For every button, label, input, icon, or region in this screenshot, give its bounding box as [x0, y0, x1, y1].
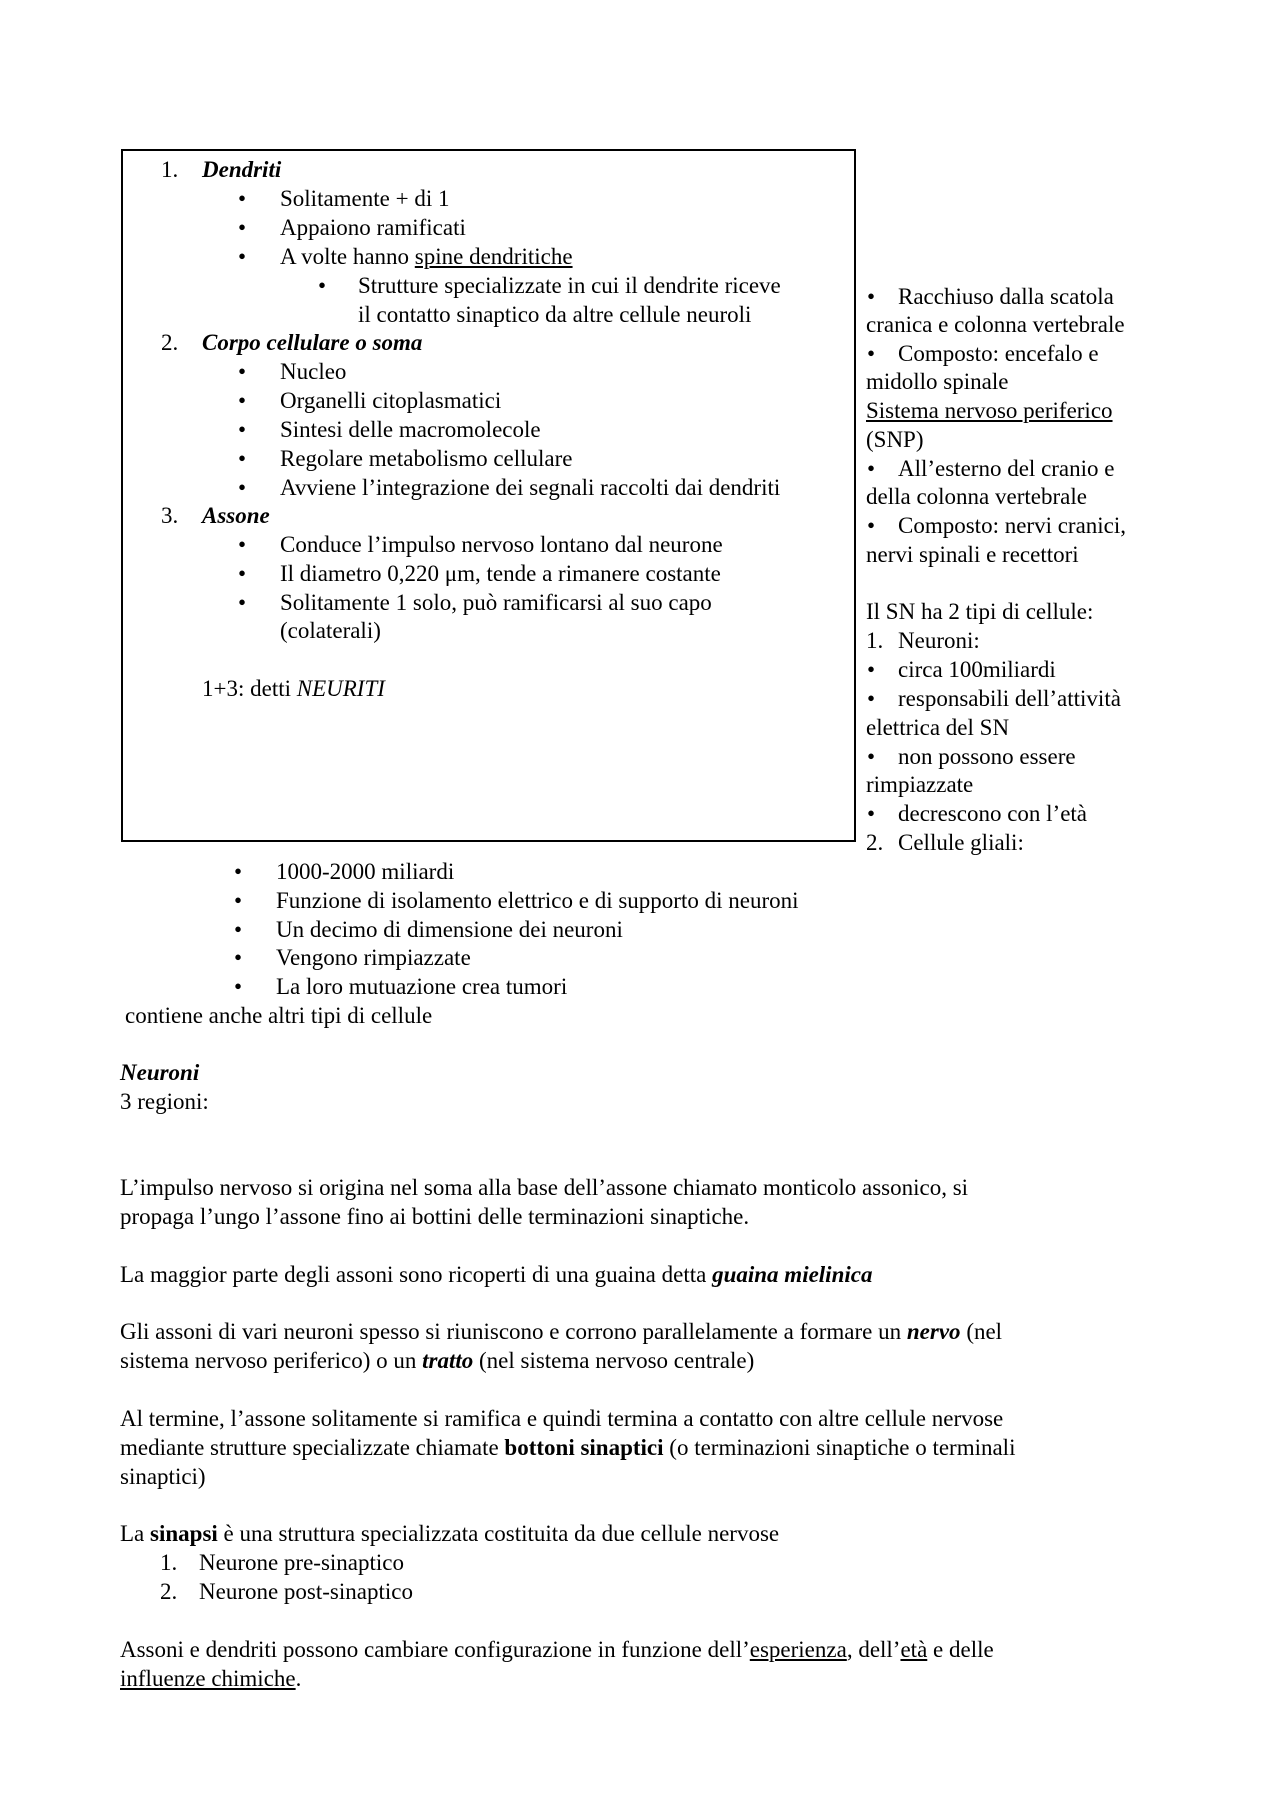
contiene-line: contiene anche altri tipi di cellule — [125, 1003, 433, 1028]
bullet: • — [867, 284, 876, 309]
paragraph-1-line-1: L’impulso nervoso si origina nel soma alla base dell’assone chiamato monticolo assonico, si — [120, 1175, 969, 1200]
side-line-9: Composto: nervi cranici, — [898, 513, 1127, 538]
side-line-3: Composto: encefalo e — [898, 341, 1099, 366]
soma-bullet-1: Nucleo — [280, 359, 347, 384]
side-num-2: 2. — [866, 830, 884, 855]
dendriti-bullet-2: Appaiono ramificati — [280, 215, 466, 240]
bullet: • — [318, 273, 327, 298]
side-line-17: rimpiazzate — [866, 772, 974, 797]
glia-bullet-4: Vengono rimpiazzate — [276, 945, 471, 970]
dendriti-bullet-3: A volte hanno spine dendritiche — [280, 244, 573, 269]
side-line-7: All’esterno del cranio e — [898, 456, 1115, 481]
regioni-line: 3 regioni: — [120, 1089, 209, 1114]
dendriti-sub-bullet-1: Strutture specializzate in cui il dendrite riceve — [358, 273, 781, 298]
paragraph-4-line-1: Al termine, l’assone solitamente si ramifica e quindi termina a contatto con altre cellule nervose — [120, 1406, 1004, 1431]
paragraph-4-line-2: mediante strutture specializzate chiamate bottoni sinaptici (o terminazioni sinaptiche o terminali — [120, 1435, 1016, 1460]
bullet: • — [238, 186, 247, 211]
glia-bullet-3: Un decimo di dimensione dei neuroni — [276, 917, 623, 942]
list-item-dendriti: 1. Dendriti — [161, 157, 282, 182]
bullet: • — [867, 341, 876, 366]
side-line-13: circa 100miliardi — [898, 657, 1056, 682]
list-item-soma: 2. Corpo cellulare o soma — [161, 330, 423, 355]
bullet: • — [234, 859, 243, 884]
paragraph-3-line-2: sistema nervoso periferico) o un tratto (nel sistema nervoso centrale) — [120, 1348, 755, 1373]
bullet: • — [867, 513, 876, 538]
snp-heading: Sistema nervoso periferico — [866, 398, 1113, 423]
neuriti-note: 1+3: detti NEURITI — [202, 676, 385, 701]
assone-bullet-2: Il diametro 0,220 μm, tende a rimanere costante — [280, 561, 721, 586]
soma-bullet-3: Sintesi delle macromolecole — [280, 417, 541, 442]
dendriti-sub-bullet-2: il contatto sinaptico da altre cellule neuroli — [358, 302, 752, 327]
side-num-1: 1. — [866, 628, 884, 653]
sinapsi-item-2: 2. Neurone post-sinaptico — [160, 1579, 413, 1604]
side-line-14: responsabili dell’attività — [898, 686, 1121, 711]
paragraph-2: La maggior parte degli assoni sono ricoperti di una guaina detta guaina mielinica — [120, 1262, 873, 1287]
assone-bullet-3-cont: (colaterali) — [280, 618, 381, 643]
paragraph-4-line-3: sinaptici) — [120, 1464, 206, 1489]
paragraph-6-line-2: influenze chimiche. — [120, 1666, 302, 1691]
side-line-8: della colonna vertebrale — [866, 484, 1087, 509]
side-line-6: (SNP) — [866, 427, 924, 452]
side-line-2: cranica e colonna vertebrale — [866, 312, 1125, 337]
bullet: • — [238, 590, 247, 615]
soma-bullet-2: Organelli citoplasmatici — [280, 388, 502, 413]
paragraph-5: La sinapsi è una struttura specializzata costituita da due cellule nervose — [120, 1521, 780, 1546]
side-line-16: non possono essere — [898, 744, 1076, 769]
soma-bullet-5: Avviene l’integrazione dei segnali raccolti dai dendriti — [280, 475, 781, 500]
bullet: • — [867, 801, 876, 826]
paragraph-3-line-1: Gli assoni di vari neuroni spesso si riuniscono e corrono parallelamente a formare un nervo (nel — [120, 1319, 1003, 1344]
bullet: • — [238, 244, 247, 269]
assone-bullet-1: Conduce l’impulso nervoso lontano dal neurone — [280, 532, 723, 557]
glia-bullet-2: Funzione di isolamento elettrico e di supporto di neuroni — [276, 888, 799, 913]
bullet: • — [234, 945, 243, 970]
side-line-11: Il SN ha 2 tipi di cellule: — [866, 599, 1094, 624]
bullet: • — [234, 888, 243, 913]
bullet: • — [867, 744, 876, 769]
glia-bullet-5: La loro mutuazione crea tumori — [276, 974, 568, 999]
spine-dendritiche-text: spine dendritiche — [414, 244, 573, 269]
side-line-15: elettrica del SN — [866, 715, 1010, 740]
sinapsi-item-1: 1. Neurone pre-sinaptico — [160, 1550, 405, 1575]
bullet: • — [867, 657, 876, 682]
bullet: • — [238, 561, 247, 586]
bullet: • — [238, 417, 247, 442]
bullet: • — [238, 532, 247, 557]
bullet: • — [867, 686, 876, 711]
bullet: • — [238, 446, 247, 471]
side-line-18: decrescono con l’età — [898, 801, 1088, 826]
list-item-assone: 3. Assone — [161, 503, 270, 528]
side-line-12: Neuroni: — [898, 628, 980, 653]
side-line-10: nervi spinali e recettori — [866, 542, 1079, 567]
section-title-neuroni: Neuroni — [120, 1060, 200, 1085]
bullet: • — [234, 974, 243, 999]
side-line-19: Cellule gliali: — [898, 830, 1024, 855]
paragraph-1-line-2: propaga l’ungo l’assone fino ai bottini delle terminazioni sinaptiche. — [120, 1204, 750, 1229]
bullet: • — [238, 388, 247, 413]
bullet: • — [234, 917, 243, 942]
glia-bullet-1: 1000-2000 miliardi — [276, 859, 455, 884]
side-line-1: Racchiuso dalla scatola — [898, 284, 1114, 309]
bullet: • — [238, 215, 247, 240]
bullet: • — [238, 359, 247, 384]
soma-bullet-4: Regolare metabolismo cellulare — [280, 446, 573, 471]
bullet: • — [238, 475, 247, 500]
side-line-4: midollo spinale — [866, 369, 1009, 394]
assone-bullet-3: Solitamente 1 solo, può ramificarsi al suo capo — [280, 590, 712, 615]
bullet: • — [867, 456, 876, 481]
paragraph-6-line-1: Assoni e dendriti possono cambiare configurazione in funzione dell’esperienza, dell’età e delle — [120, 1637, 994, 1662]
dendriti-bullet-1: Solitamente + di 1 — [280, 186, 450, 211]
